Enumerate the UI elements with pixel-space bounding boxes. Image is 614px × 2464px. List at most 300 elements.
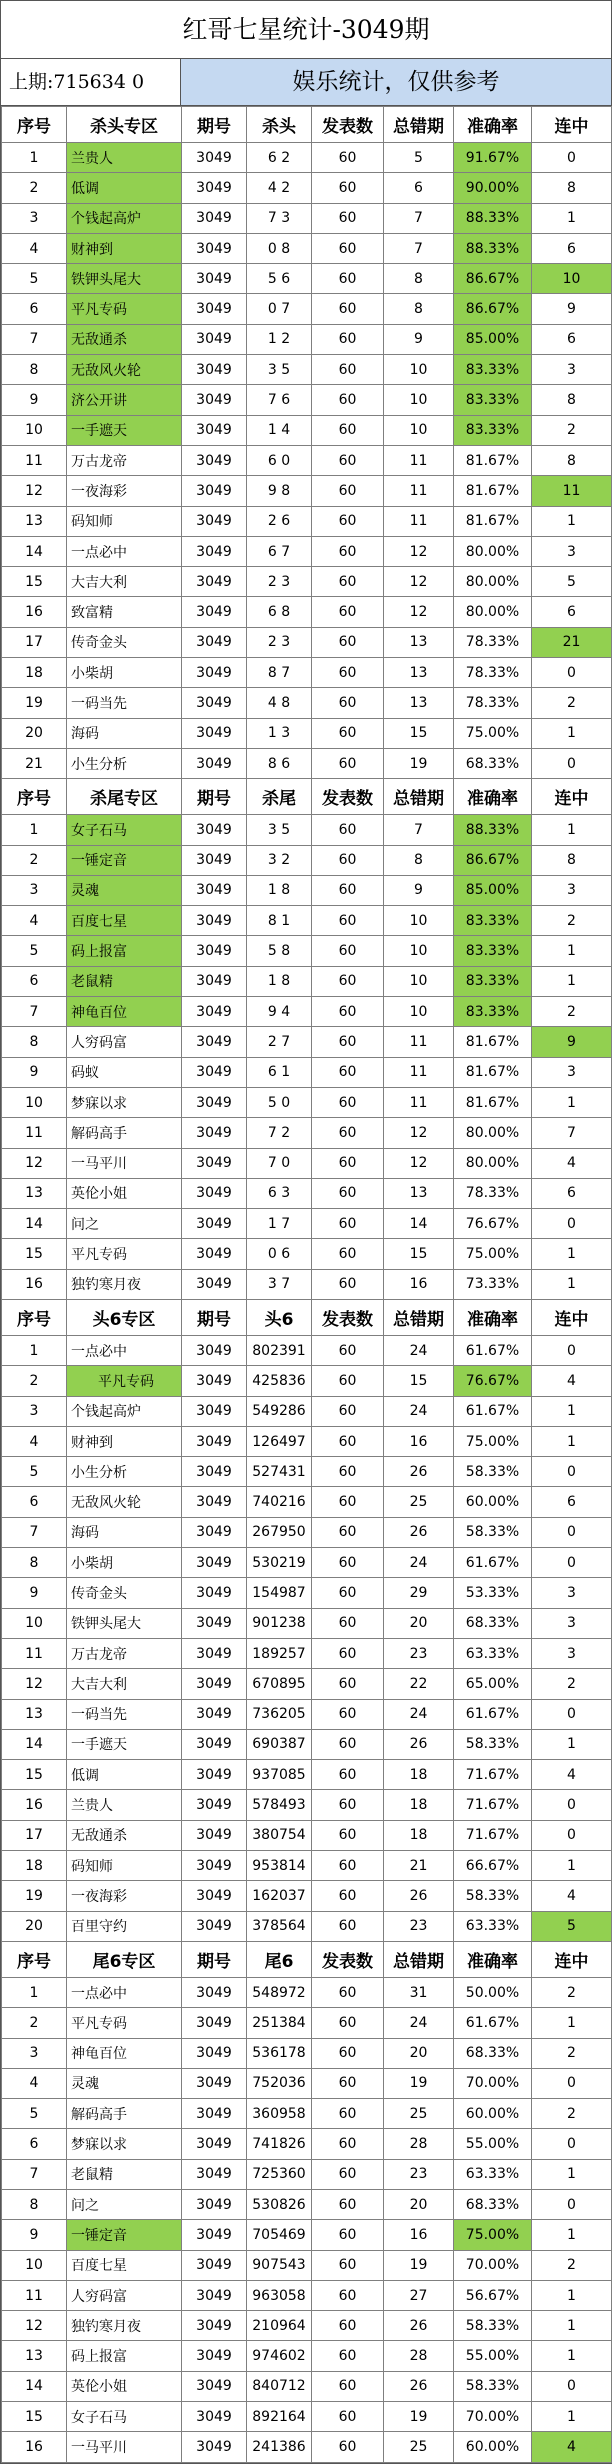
cell-accuracy: 86.67%: [454, 845, 532, 875]
cell-streak: 2: [532, 688, 612, 718]
cell-errors: 12: [384, 1118, 454, 1148]
table-row: [2, 2220, 612, 2250]
cell-index: 3: [2, 203, 67, 233]
page-title: 红哥七星统计-3049期: [1, 1, 611, 59]
cell-errors: 24: [384, 1335, 454, 1365]
cell-name: 铁钾头尾大: [67, 264, 182, 294]
cell-pick: 752036: [247, 2068, 312, 2098]
table-row: [2, 536, 612, 566]
cell-index: 14: [2, 2371, 67, 2401]
cell-index: 10: [2, 415, 67, 445]
cell-name: 平凡专码: [67, 1366, 182, 1396]
cell-index: 7: [2, 324, 67, 354]
header-name: 尾6专区: [67, 1941, 182, 1977]
cell-period: 3049: [182, 1269, 247, 1299]
cell-accuracy: 90.00%: [454, 173, 532, 203]
cell-name: 英伦小姐: [67, 1178, 182, 1208]
cell-posted: 60: [312, 748, 384, 778]
cell-period: 3049: [182, 324, 247, 354]
cell-pick: 963058: [247, 2280, 312, 2310]
cell-name: 一点必中: [67, 1335, 182, 1365]
cell-pick: 937085: [247, 1760, 312, 1790]
cell-posted: 60: [312, 1426, 384, 1456]
cell-streak: 1: [532, 1396, 612, 1426]
cell-name: 无敌风火轮: [67, 355, 182, 385]
cell-errors: 13: [384, 627, 454, 657]
cell-name: 财神到: [67, 1426, 182, 1456]
cell-posted: 60: [312, 2068, 384, 2098]
cell-streak: 0: [532, 748, 612, 778]
cell-errors: 26: [384, 2371, 454, 2401]
cell-index: 8: [2, 1548, 67, 1578]
cell-index: 12: [2, 1148, 67, 1178]
header-pick: 杀头: [247, 107, 312, 143]
cell-period: 3049: [182, 748, 247, 778]
cell-errors: 26: [384, 1517, 454, 1547]
cell-pick: 6 2: [247, 143, 312, 173]
header-posted: 发表数: [312, 779, 384, 815]
cell-pick: 1 8: [247, 966, 312, 996]
cell-name: 低调: [67, 1760, 182, 1790]
cell-pick: 2 3: [247, 627, 312, 657]
cell-name: 一码当先: [67, 688, 182, 718]
cell-index: 6: [2, 966, 67, 996]
cell-errors: 11: [384, 1027, 454, 1057]
cell-name: 一夜海彩: [67, 476, 182, 506]
cell-accuracy: 58.33%: [454, 2311, 532, 2341]
cell-period: 3049: [182, 2402, 247, 2432]
cell-pick: 549286: [247, 1396, 312, 1426]
cell-index: 20: [2, 718, 67, 748]
table-row: [2, 597, 612, 627]
cell-index: 11: [2, 1118, 67, 1148]
cell-errors: 7: [384, 203, 454, 233]
cell-posted: 60: [312, 1057, 384, 1087]
cell-period: 3049: [182, 2311, 247, 2341]
cell-accuracy: 75.00%: [454, 2220, 532, 2250]
cell-name: 小柴胡: [67, 658, 182, 688]
cell-period: 3049: [182, 1548, 247, 1578]
cell-streak: 8: [532, 445, 612, 475]
cell-posted: 60: [312, 1548, 384, 1578]
cell-name: 小柴胡: [67, 1548, 182, 1578]
cell-index: 9: [2, 1057, 67, 1087]
cell-errors: 11: [384, 1087, 454, 1117]
cell-pick: 740216: [247, 1487, 312, 1517]
cell-posted: 60: [312, 688, 384, 718]
cell-pick: 953814: [247, 1851, 312, 1881]
cell-name: 问之: [67, 1209, 182, 1239]
cell-accuracy: 71.67%: [454, 1790, 532, 1820]
cell-posted: 60: [312, 1517, 384, 1547]
cell-name: 万古龙帝: [67, 445, 182, 475]
cell-name: 人穷码富: [67, 1027, 182, 1057]
cell-streak: 1: [532, 2280, 612, 2310]
cell-accuracy: 88.33%: [454, 815, 532, 845]
cell-index: 9: [2, 2220, 67, 2250]
cell-errors: 25: [384, 1487, 454, 1517]
cell-name: 一夜海彩: [67, 1881, 182, 1911]
cell-streak: 0: [532, 1699, 612, 1729]
cell-streak: 1: [532, 2341, 612, 2371]
cell-name: 传奇金头: [67, 1578, 182, 1608]
cell-name: 一码当先: [67, 1699, 182, 1729]
table-row: [2, 1396, 612, 1426]
cell-errors: 10: [384, 906, 454, 936]
cell-index: 11: [2, 445, 67, 475]
cell-name: 英伦小姐: [67, 2371, 182, 2401]
cell-pick: 162037: [247, 1881, 312, 1911]
cell-pick: 2 3: [247, 567, 312, 597]
cell-index: 13: [2, 1699, 67, 1729]
cell-pick: 425836: [247, 1366, 312, 1396]
cell-name: 大吉大利: [67, 567, 182, 597]
table-row: [2, 415, 612, 445]
cell-pick: 0 6: [247, 1239, 312, 1269]
cell-posted: 60: [312, 203, 384, 233]
cell-index: 20: [2, 1911, 67, 1941]
header-period: 期号: [182, 107, 247, 143]
cell-name: 个钱起高炉: [67, 1396, 182, 1426]
cell-streak: 6: [532, 597, 612, 627]
cell-index: 12: [2, 1669, 67, 1699]
table-row: [2, 1729, 612, 1759]
cell-period: 3049: [182, 1760, 247, 1790]
section-header: [2, 1299, 612, 1335]
table-row: [2, 2280, 612, 2310]
cell-name: 码蚁: [67, 1057, 182, 1087]
cell-streak: 2: [532, 2038, 612, 2068]
cell-pick: 3 5: [247, 815, 312, 845]
cell-streak: 0: [532, 2190, 612, 2220]
cell-accuracy: 66.67%: [454, 1851, 532, 1881]
cell-pick: 0 7: [247, 294, 312, 324]
cell-streak: 9: [532, 294, 612, 324]
cell-accuracy: 70.00%: [454, 2068, 532, 2098]
cell-posted: 60: [312, 2402, 384, 2432]
cell-posted: 60: [312, 1209, 384, 1239]
cell-pick: 4 2: [247, 173, 312, 203]
cell-posted: 60: [312, 1457, 384, 1487]
cell-period: 3049: [182, 1517, 247, 1547]
cell-accuracy: 60.00%: [454, 2432, 532, 2462]
cell-name: 财神到: [67, 233, 182, 263]
cell-period: 3049: [182, 1426, 247, 1456]
cell-index: 2: [2, 2008, 67, 2038]
cell-accuracy: 88.33%: [454, 233, 532, 263]
cell-errors: 26: [384, 1729, 454, 1759]
header-errors: 总错期: [384, 1941, 454, 1977]
cell-index: 10: [2, 1087, 67, 1117]
cell-streak: 6: [532, 233, 612, 263]
cell-accuracy: 71.67%: [454, 1760, 532, 1790]
cell-posted: 60: [312, 2311, 384, 2341]
cell-name: 百里守约: [67, 1911, 182, 1941]
cell-name: 独钓寒月夜: [67, 2311, 182, 2341]
table-row: [2, 1487, 612, 1517]
cell-pick: 548972: [247, 1977, 312, 2007]
cell-pick: 0 8: [247, 233, 312, 263]
cell-accuracy: 76.67%: [454, 1209, 532, 1239]
cell-name: 无敌通杀: [67, 324, 182, 354]
cell-errors: 11: [384, 506, 454, 536]
cell-accuracy: 76.67%: [454, 1366, 532, 1396]
cell-posted: 60: [312, 2190, 384, 2220]
cell-streak: 1: [532, 2008, 612, 2038]
cell-posted: 60: [312, 1335, 384, 1365]
cell-period: 3049: [182, 2220, 247, 2250]
cell-streak: 0: [532, 2371, 612, 2401]
cell-streak: 3: [532, 875, 612, 905]
cell-accuracy: 63.33%: [454, 1911, 532, 1941]
cell-pick: 1 7: [247, 1209, 312, 1239]
cell-posted: 60: [312, 476, 384, 506]
header-index: 序号: [2, 779, 67, 815]
cell-posted: 60: [312, 1578, 384, 1608]
cell-posted: 60: [312, 875, 384, 905]
cell-index: 16: [2, 597, 67, 627]
cell-pick: 3 7: [247, 1269, 312, 1299]
table-row: [2, 1239, 612, 1269]
cell-errors: 5: [384, 143, 454, 173]
table-row: [2, 203, 612, 233]
cell-pick: 378564: [247, 1911, 312, 1941]
cell-streak: 0: [532, 143, 612, 173]
cell-period: 3049: [182, 2250, 247, 2280]
cell-period: 3049: [182, 1366, 247, 1396]
cell-accuracy: 81.67%: [454, 1087, 532, 1117]
cell-errors: 7: [384, 233, 454, 263]
cell-period: 3049: [182, 597, 247, 627]
cell-period: 3049: [182, 2099, 247, 2129]
cell-streak: 1: [532, 2311, 612, 2341]
cell-errors: 26: [384, 1457, 454, 1487]
cell-streak: 8: [532, 173, 612, 203]
cell-period: 3049: [182, 567, 247, 597]
cell-period: 3049: [182, 143, 247, 173]
header-streak: 连中: [532, 107, 612, 143]
cell-index: 14: [2, 1209, 67, 1239]
cell-period: 3049: [182, 1118, 247, 1148]
table-row: [2, 1457, 612, 1487]
cell-posted: 60: [312, 1269, 384, 1299]
cell-name: 无敌风火轮: [67, 1487, 182, 1517]
cell-streak: 1: [532, 1087, 612, 1117]
cell-posted: 60: [312, 936, 384, 966]
cell-errors: 7: [384, 815, 454, 845]
cell-pick: 1 4: [247, 415, 312, 445]
cell-index: 13: [2, 2341, 67, 2371]
cell-posted: 60: [312, 2250, 384, 2280]
cell-name: 大吉大利: [67, 1669, 182, 1699]
cell-posted: 60: [312, 2432, 384, 2462]
cell-streak: 1: [532, 2402, 612, 2432]
cell-streak: 2: [532, 415, 612, 445]
cell-accuracy: 58.33%: [454, 2371, 532, 2401]
cell-period: 3049: [182, 936, 247, 966]
cell-posted: 60: [312, 1699, 384, 1729]
cell-index: 15: [2, 567, 67, 597]
cell-period: 3049: [182, 2341, 247, 2371]
cell-posted: 60: [312, 627, 384, 657]
cell-index: 10: [2, 2250, 67, 2280]
cell-errors: 26: [384, 1881, 454, 1911]
cell-period: 3049: [182, 415, 247, 445]
table-row: [2, 1517, 612, 1547]
section-header: [2, 107, 612, 143]
cell-streak: 0: [532, 658, 612, 688]
cell-name: 神龟百位: [67, 2038, 182, 2068]
cell-name: 一手遮天: [67, 415, 182, 445]
cell-posted: 60: [312, 906, 384, 936]
table-row: [2, 2402, 612, 2432]
cell-pick: 4 8: [247, 688, 312, 718]
cell-name: 码知师: [67, 1851, 182, 1881]
cell-name: 兰贵人: [67, 1790, 182, 1820]
cell-index: 4: [2, 233, 67, 263]
table-row: [2, 658, 612, 688]
cell-index: 15: [2, 2402, 67, 2432]
cell-errors: 10: [384, 966, 454, 996]
cell-errors: 8: [384, 294, 454, 324]
header-pick: 头6: [247, 1299, 312, 1335]
cell-period: 3049: [182, 2371, 247, 2401]
cell-period: 3049: [182, 718, 247, 748]
cell-accuracy: 83.33%: [454, 966, 532, 996]
cell-accuracy: 78.33%: [454, 627, 532, 657]
table-row: [2, 2159, 612, 2189]
cell-posted: 60: [312, 1118, 384, 1148]
cell-accuracy: 61.67%: [454, 1335, 532, 1365]
cell-name: 致富精: [67, 597, 182, 627]
cell-errors: 10: [384, 997, 454, 1027]
cell-streak: 0: [532, 1548, 612, 1578]
cell-errors: 10: [384, 355, 454, 385]
cell-index: 14: [2, 1729, 67, 1759]
cell-index: 3: [2, 875, 67, 905]
cell-index: 9: [2, 385, 67, 415]
cell-accuracy: 70.00%: [454, 2402, 532, 2432]
cell-accuracy: 68.33%: [454, 748, 532, 778]
cell-index: 6: [2, 1487, 67, 1517]
table-row: [2, 143, 612, 173]
cell-name: 小生分析: [67, 748, 182, 778]
cell-name: 问之: [67, 2190, 182, 2220]
cell-streak: 3: [532, 1608, 612, 1638]
cell-streak: 0: [532, 2129, 612, 2159]
cell-pick: 7 0: [247, 1148, 312, 1178]
cell-name: 一马平川: [67, 1148, 182, 1178]
cell-index: 1: [2, 1335, 67, 1365]
cell-posted: 60: [312, 1178, 384, 1208]
cell-pick: 840712: [247, 2371, 312, 2401]
cell-period: 3049: [182, 1239, 247, 1269]
cell-index: 4: [2, 2068, 67, 2098]
cell-accuracy: 55.00%: [454, 2341, 532, 2371]
table-row: [2, 1148, 612, 1178]
cell-errors: 18: [384, 1820, 454, 1850]
cell-period: 3049: [182, 233, 247, 263]
cell-errors: 19: [384, 748, 454, 778]
cell-pick: 802391: [247, 1335, 312, 1365]
cell-pick: 2 7: [247, 1027, 312, 1057]
table-row: [2, 1366, 612, 1396]
table-row: [2, 1118, 612, 1148]
cell-pick: 8 6: [247, 748, 312, 778]
cell-period: 3049: [182, 1699, 247, 1729]
cell-errors: 23: [384, 2159, 454, 2189]
cell-pick: 530219: [247, 1548, 312, 1578]
cell-accuracy: 81.67%: [454, 476, 532, 506]
cell-index: 5: [2, 2099, 67, 2129]
cell-name: 低调: [67, 173, 182, 203]
cell-accuracy: 65.00%: [454, 1669, 532, 1699]
cell-errors: 13: [384, 1178, 454, 1208]
cell-period: 3049: [182, 385, 247, 415]
cell-accuracy: 86.67%: [454, 264, 532, 294]
cell-period: 3049: [182, 875, 247, 905]
cell-accuracy: 80.00%: [454, 567, 532, 597]
cell-index: 16: [2, 1790, 67, 1820]
cell-accuracy: 88.33%: [454, 203, 532, 233]
cell-period: 3049: [182, 1729, 247, 1759]
table-row: [2, 264, 612, 294]
cell-index: 12: [2, 2311, 67, 2341]
header-accuracy: 准确率: [454, 779, 532, 815]
cell-streak: 4: [532, 2432, 612, 2462]
cell-pick: 126497: [247, 1426, 312, 1456]
cell-posted: 60: [312, 2038, 384, 2068]
cell-posted: 60: [312, 1820, 384, 1850]
table-row: [2, 2371, 612, 2401]
table-row: [2, 173, 612, 203]
cell-posted: 60: [312, 1239, 384, 1269]
cell-accuracy: 78.33%: [454, 688, 532, 718]
cell-index: 6: [2, 294, 67, 324]
table-row: [2, 2190, 612, 2220]
cell-accuracy: 71.67%: [454, 1820, 532, 1850]
cell-errors: 9: [384, 875, 454, 905]
cell-pick: 736205: [247, 1699, 312, 1729]
table-row: [2, 294, 612, 324]
cell-period: 3049: [182, 355, 247, 385]
cell-index: 14: [2, 536, 67, 566]
table-row: [2, 2129, 612, 2159]
cell-period: 3049: [182, 1487, 247, 1517]
cell-accuracy: 86.67%: [454, 294, 532, 324]
cell-streak: 4: [532, 1760, 612, 1790]
cell-errors: 14: [384, 1209, 454, 1239]
table-row: [2, 1790, 612, 1820]
cell-pick: 6 7: [247, 536, 312, 566]
table-row: [2, 324, 612, 354]
cell-pick: 6 3: [247, 1178, 312, 1208]
cell-errors: 9: [384, 324, 454, 354]
cell-accuracy: 58.33%: [454, 1517, 532, 1547]
cell-streak: 1: [532, 1729, 612, 1759]
cell-pick: 901238: [247, 1608, 312, 1638]
table-row: [2, 845, 612, 875]
header-errors: 总错期: [384, 107, 454, 143]
cell-errors: 12: [384, 597, 454, 627]
cell-period: 3049: [182, 1820, 247, 1850]
cell-pick: 6 0: [247, 445, 312, 475]
cell-accuracy: 56.67%: [454, 2280, 532, 2310]
cell-errors: 19: [384, 2402, 454, 2432]
table-row: [2, 1027, 612, 1057]
cell-index: 2: [2, 173, 67, 203]
table-row: [2, 2008, 612, 2038]
